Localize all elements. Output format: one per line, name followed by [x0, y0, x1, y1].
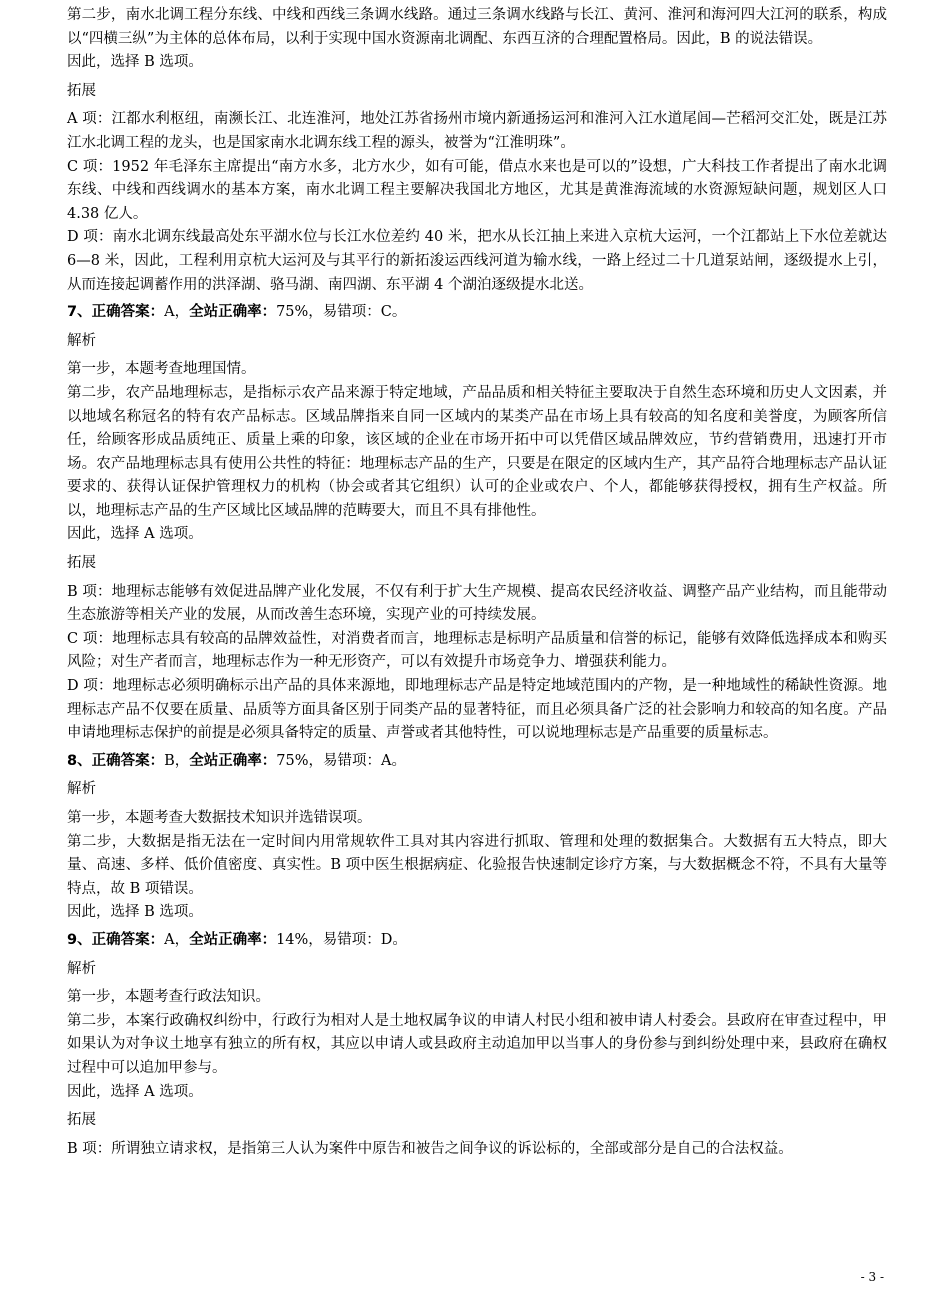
- answer-value: B，: [164, 752, 190, 769]
- paragraph: 因此，选择 A 选项。: [67, 1083, 203, 1100]
- answer-label: 正确答案：: [91, 304, 165, 321]
- answer-line-q7: [67, 301, 887, 325]
- paragraph: B 项：所谓独立请求权，是指第三人认为案件中原告和被告之间争议的诉讼标的，全部或部分是自己的合法权益。: [67, 1140, 793, 1157]
- paragraph: 第一步，本题考查大数据技术知识并选错误项。: [67, 810, 372, 826]
- paragraph: A 项：江都水利枢纽，南濒长江、北连淮河，地处江苏省扬州市境内新通扬运河和淮河入江水道尾闾—芒稻河交汇处，既是江苏江水北调工程的龙头，也是国家南水北调东线工程的源头，被誉为“江淮明珠”。: [67, 111, 887, 151]
- answer-label: 正确答案：: [91, 931, 165, 948]
- section-label-extension: 拓展: [67, 82, 96, 99]
- question-number: 7、: [67, 304, 92, 321]
- section-label-extension: 拓展: [67, 555, 96, 572]
- answer-line-q8: [67, 750, 887, 774]
- paragraph: D 项：地理标志必须明确标示出产品的具体来源地，即地理标志产品是特定地域范围内的产物，是一种地域性的稀缺性资源。地理标志产品不仅要在质量、品质等方面具备区别于同类产品的显著特征，而且必须具备广泛的社会影响力和较高的知名度。产品申请地理标志保护的前提是必须具备特定的质量、声誉或者其他特性，可以说地理标志是产品重要的质量标志。: [67, 678, 887, 742]
- rate-value: 75%，易错项：C。: [276, 304, 407, 321]
- rate-label: 全站正确率：: [189, 931, 277, 948]
- rate-label: 全站正确率：: [189, 752, 277, 769]
- page-number: - 3 -: [860, 1270, 884, 1284]
- paragraph: 第二步，南水北调工程分东线、中线和西线三条调水线路。通过三条调水线路与长江、黄河、淮河和海河四大江河的联系，构成以“四横三纵”为主体的总体布局，以利于实现中国水资源南北调配、东西互济的合理配置格局。因此，B 的说法错误。: [67, 7, 887, 47]
- paragraph: 第二步，大数据是指无法在一定时间内用常规软件工具对其内容进行抓取、管理和处理的数据集合。大数据有五大特点，即大量、高速、多样、低价值密度、真实性。B 项中医生根据病症、化验报告快速制定诊疗方案，与大数据概念不符，不具有大量等特点，故 B 项错误。: [67, 833, 887, 897]
- paragraph: 第一步，本题考查行政法知识。: [67, 989, 270, 1006]
- answer-value: A，: [164, 931, 190, 948]
- paragraph: B 项：地理标志能够有效促进品牌产业化发展，不仅有利于扩大生产规模、提高农民经济收益、调整产品产业结构，而且能带动生态旅游等相关产业的发展，从而改善生态环境，实现产业的可持续发展。: [67, 583, 887, 624]
- paragraph: D 项：南水北调东线最高处东平湖水位与长江水位差约 40 米，把水从长江抽上来进入京杭大运河，一个江都站上下水位差就达 6—8 米，因此，工程利用京杭大运河及与其平行的新拓浚运西线河道为输水线，一路上经过二十几道泵站闸，逐级提水上引，从而连接起调蓄作用的洪泽湖、骆马湖、南四湖、东平湖 4 个湖泊逐级提水北送。: [67, 229, 887, 293]
- section-label-analysis: 解析: [67, 960, 96, 977]
- paragraph: C 项：1952 年毛泽东主席提出“南方水多，北方水少，如有可能，借点水来也是可以的”设想，广大科技工作者提出了南水北调东线、中线和西线调水的基本方案，南水北调工程主要解决我国北方地区，尤其是黄淮海流域的水资源短缺问题，规划区人口 4.38 亿人。: [67, 158, 887, 222]
- rate-value: 14%，易错项：D。: [276, 931, 407, 948]
- paragraph: 第二步，本案行政确权纠纷中，行政行为相对人是土地权属争议的申请人村民小组和被申请人村委会。县政府在审查过程中，甲如果认为对争议土地享有独立的所有权，其应以申请人或县政府主动追加甲以当事人的身份参与到纠纷处理中来，县政府在确权过程中可以追加甲参与。: [67, 1012, 887, 1076]
- rate-label: 全站正确率：: [189, 304, 277, 321]
- rate-value: 75%，易错项：A。: [276, 752, 406, 769]
- paragraph: 第二步，农产品地理标志，是指标示农产品来源于特定地域，产品品质和相关特征主要取决于自然生态环境和历史人文因素，并以地域名称冠名的特有农产品标志。区域品牌指来自同一区域内的某类产品在市场上具有较高的知名度和美誉度，为顾客所信任，给顾客形成品质纯正、质量上乘的印象，该区域的企业在市场开拓中可以凭借区域品牌效应，节约营销费用，迅速打开市场。农产品地理标志具有使用公共性的特征：地理标志产品的生产，只要是在限定的区域内生产，其产品符合地理标志产品认证要求的、获得认证保护管理权力的机构（协会或者其它组织）认可的企业或农户、个人，都能够获得授权，拥有生产权益。所以，地理标志产品的生产区域比区域品牌的范畴要大，而且不具有排他性。: [67, 384, 887, 519]
- section-label-extension: 拓展: [67, 1112, 96, 1129]
- answer-value: A，: [164, 304, 190, 321]
- question-number: 9、: [67, 931, 92, 948]
- section-label-analysis: 解析: [67, 332, 96, 349]
- paragraph: 第一步，本题考查地理国情。: [67, 361, 256, 378]
- paragraph: 因此，选择 B 选项。: [67, 904, 203, 921]
- paragraph: C 项：地理标志具有较高的品牌效益性，对消费者而言，地理标志是标明产品质量和信誉的标记，能够有效降低选择成本和购买风险；对生产者而言，地理标志作为一种无形资产，可以有效提升市场竞争力、增强获利能力。: [67, 630, 887, 671]
- answer-label: 正确答案：: [91, 752, 165, 769]
- section-label-analysis: 解析: [67, 781, 96, 798]
- document-body: [67, 4, 887, 1161]
- question-number: 8、: [67, 752, 92, 769]
- answer-line-q9: [67, 929, 887, 953]
- paragraph: 因此，选择 A 选项。: [67, 526, 203, 543]
- paragraph: 因此，选择 B 选项。: [67, 54, 203, 71]
